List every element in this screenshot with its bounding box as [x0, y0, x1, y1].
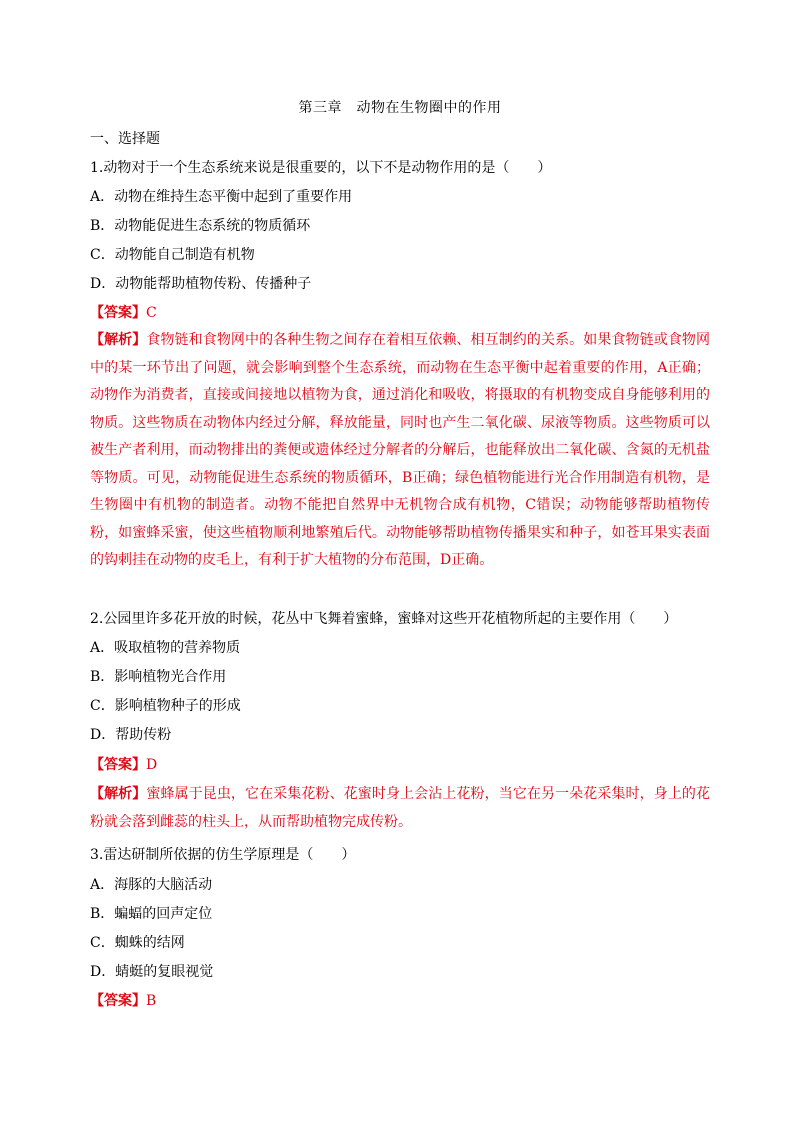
- question-2-option-c: C．影响植物种子的形成: [90, 698, 241, 714]
- question-1-option-b: B．动物能促进生态系统的物质循环: [90, 218, 311, 234]
- question-2-option-d: D．帮助传粉: [90, 727, 172, 743]
- question-3-option-b: B．蝙蝠的回声定位: [90, 906, 213, 922]
- question-1-option-c: C．动物能自己制造有机物: [90, 247, 255, 263]
- question-1-option-d: D．动物能帮助植物传粉、传播种子: [90, 276, 312, 292]
- answer-tag: 【答案】: [90, 305, 146, 321]
- answer-value: D: [146, 757, 158, 773]
- question-2-answer: [90, 754, 710, 776]
- answer-tag: 【答案】: [90, 993, 146, 1009]
- analysis-text: 食物链和食物网中的各种生物之间存在着相互依赖、相互制约的关系。如果食物链或食物网中的某一环节出了问题，就会影响到整个生态系统，而动物在生态平衡中起着重要的作用，A正确；动物作为消费者，直接或间接地以植物为食，通过消化和吸收，将摄取的有机物变成自身能够利用的物质。这些物质在动物体内经过分解，释放能量，同时也产生二氧化碳、尿液等物质。这些物质可以被生产者利用，而动物排出的粪便或遗体经过分解者的分解后，也能释放出二氧化碳、含氮的无机盐等物质。可见，动物能促进生态系统的物质循环，B正确；绿色植物能进行光合作用制造有机物，是生物圈中有机物的制造者。动物不能把自然界中无机物合成有机物，C错误；动物能够帮助植物传粉，如蜜蜂采蜜，使这些植物顺利地繁殖后代。动物能够帮助植物传播果实和种子，如苍耳果实表面的钩刺挂在动物的皮毛上，有利于扩大植物的分布范围，D正确。: [90, 332, 711, 568]
- question-2-analysis: [90, 781, 710, 836]
- question-1-answer: [90, 302, 710, 324]
- answer-value: C: [146, 305, 157, 321]
- question-3-answer: [90, 990, 710, 1012]
- question-1-analysis: [90, 327, 710, 575]
- answer-value: B: [146, 993, 157, 1009]
- question-2-stem: 2.公园里许多花开放的时候，花丛中飞舞着蜜蜂，蜜蜂对这些开花植物所起的主要作用（ ）: [90, 611, 678, 627]
- question-3-option-d: D．蜻蜓的复眼视觉: [90, 964, 214, 980]
- analysis-tag: 【解析】: [90, 786, 147, 802]
- section-heading: 一、选择题: [90, 131, 160, 147]
- question-3-option-c: C．蜘蛛的结网: [90, 935, 185, 951]
- question-2-option-b: B．影响植物光合作用: [90, 669, 227, 685]
- analysis-text: 蜜蜂属于昆虫，它在采集花粉、花蜜时身上会沾上花粉，当它在另一朵花采集时，身上的花粉就会落到雌蕊的柱头上，从而帮助植物完成传粉。: [90, 786, 711, 830]
- answer-tag: 【答案】: [90, 757, 146, 773]
- chapter-title: 第三章 动物在生物圈中的作用: [298, 100, 502, 116]
- question-3-option-a: A．海豚的大脑活动: [90, 877, 213, 893]
- analysis-tag: 【解析】: [90, 332, 147, 348]
- question-1-stem: 1.动物对于一个生态系统来说是很重要的，以下不是动物作用的是（ ）: [90, 160, 552, 176]
- question-1-option-a: A．动物在维持生态平衡中起到了重要作用: [90, 189, 353, 205]
- question-3-stem: 3.雷达研制所依据的仿生学原理是（ ）: [90, 847, 356, 863]
- question-2-option-a: A．吸取植物的营养物质: [90, 640, 241, 656]
